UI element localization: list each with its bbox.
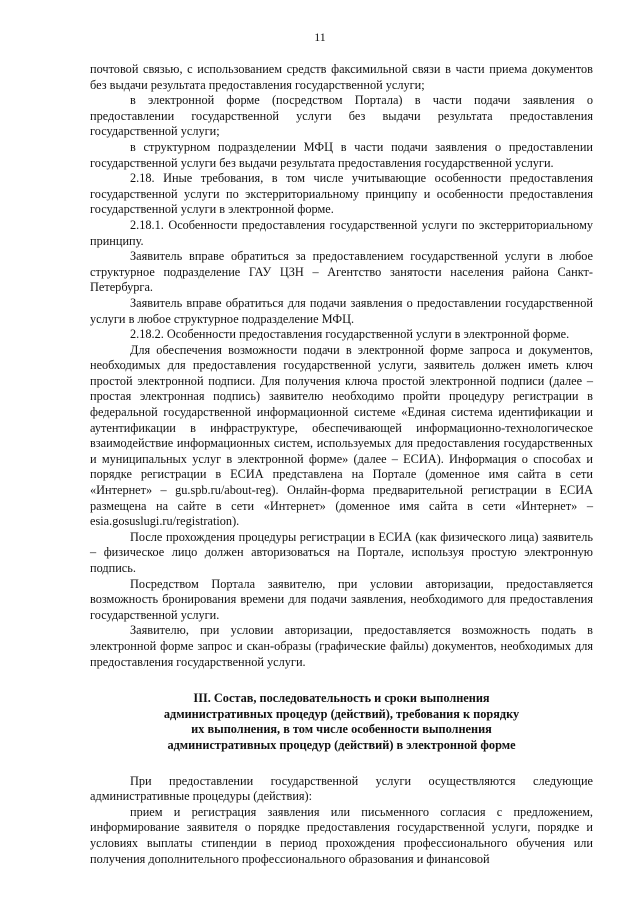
- paragraph-booking: Посредством Портала заявителю, при условии авторизации, предоставляется возможность бронирования времени для подачи заявления, необходимого для предоставления государственной услуги.: [90, 576, 593, 622]
- section-heading-line: административных процедур (действий), требования к порядку: [163, 706, 520, 721]
- paragraph-mfc: в структурном подразделении МФЦ в части подачи заявления о предоставлении государственной услуги без выдачи результата предоставления государственной услуги.: [90, 139, 593, 170]
- paragraph-2-18: 2.18. Иные требования, в том числе учитывающие особенности предоставления государственной услуги по экстерриториальному принципу и особенности предоставления государственной услуги в электронной форме.: [90, 171, 593, 217]
- paragraph-postal: почтовой связью, с использованием средств факсимильной связи в части приема документов без выдачи результата предоставления государственной услуги;: [90, 62, 593, 92]
- section-heading-line: III. Состав, последовательность и сроки выполнения: [193, 691, 490, 706]
- paragraph-applicant-mfc: Заявитель вправе обратиться для подачи заявления о предоставлении государственной услуги в любое структурное подразделение МФЦ.: [90, 295, 593, 326]
- paragraph-after-registration: После прохождения процедуры регистрации в ЕСИА (как физического лица) заявитель – физическое лицо должен авторизоваться на Портале, используя простую электронную подпись.: [90, 529, 593, 575]
- paragraph-electronic-form: в электронной форме (посредством Портала) в части подачи заявления о предоставлении государственной услуги без выдачи результата предоставления государственной услуги;: [90, 93, 593, 139]
- document-body: [90, 62, 593, 867]
- section-heading: [90, 691, 593, 753]
- paragraph-2-18-1: 2.18.1. Особенности предоставления государственной услуги по экстерриториальному принципу.: [90, 217, 593, 248]
- paragraph-submit-request: Заявителю, при условии авторизации, предоставляется возможность подать в электронной форме запрос и скан-образы (графические файлы) документов, необходимых для предоставления государственной услуги.: [90, 623, 593, 669]
- paragraph-esia-registration: Для обеспечения возможности подачи в электронной форме запроса и документов, необходимых для предоставления государственной услуги, заявитель должен иметь ключ простой электронной подписи. Для получения ключа простой электронной подписи (далее – простая электронная подпись) заявителю необходимо пройти процедуру регистрации в федеральной государственной информационной системе «Единая система идентификации и аутентификации в инфраструктуре, обеспечивающей информационно-технологическое взаимодействие информационных систем, используемых для предоставления государственных и муниципальных услуг в электронной форме» (далее – ЕСИА). Информация о способах и порядке регистрации в ЕСИА представлена на Портале (доменное имя сайта в сети «Интернет» – gu.spb.ru/about-reg). Онлайн-форма предварительной регистрации в ЕСИА размещена на сайте в сети «Интернет» (доменное имя сайта в сети «Интернет» – esia.gosuslugi.ru/registration).: [90, 342, 593, 529]
- section-heading-line: их выполнения, в том числе особенности выполнения: [191, 722, 492, 737]
- paragraph-procedure-reception: прием и регистрация заявления или письменного согласия с предложением, информирование заявителя о порядке предоставления государственной услуги, порядке и условиях выплаты стипендии в период прохождения профессионального обучения или получения дополнительного профессионального образования и финансовой: [90, 804, 593, 866]
- section-heading-line: административных процедур (действий) в электронной форме: [167, 737, 516, 752]
- paragraph-2-18-2: 2.18.2. Особенности предоставления государственной услуги в электронной форме.: [130, 327, 570, 342]
- paragraph-applicant-czn: Заявитель вправе обратиться за предоставлением государственной услуги в любое структурное подразделение ГАУ ЦЗН – Агентство занятости населения района Санкт-Петербурга.: [90, 249, 593, 295]
- paragraph-procedures-intro: При предоставлении государственной услуги осуществляются следующие административные процедуры (действия):: [90, 773, 593, 804]
- page-number: 11: [314, 30, 326, 44]
